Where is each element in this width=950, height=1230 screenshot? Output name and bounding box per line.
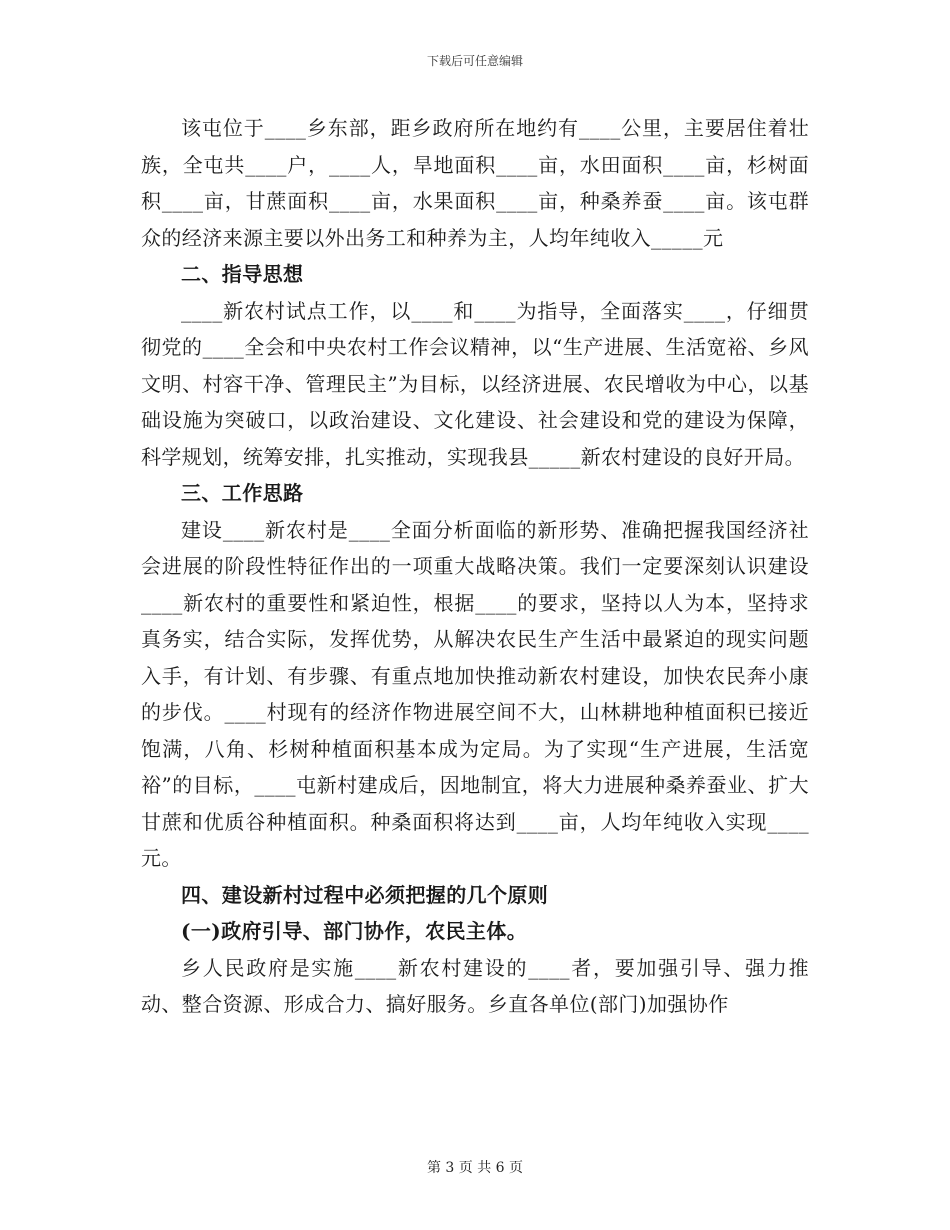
document-body (141, 110, 809, 1023)
heading-principles: 四、建设新村过程中必须把握的几个原则 (181, 882, 549, 907)
page-number: 第 3 页 共 6 页 (426, 1160, 524, 1176)
paragraph-village-overview: 该屯位于____乡东部，距乡政府所在地约有____公里，主要居住着壮族，全屯共____户，____人，旱地面积____亩，水田面积____亩，杉树面积____亩，甘蔗面积____亩，水果面积____亩，种桑养蚕____亩。该屯群众的经济来源主要以外出务工和种养为主，人均年纯收入_____元 (141, 116, 809, 250)
paragraph-government-guidance: 乡人民政府是实施____新农村建设的____者，要加强引导、强力推动、整合资源、形成合力、搞好服务。乡直各单位(部门)加强协作 (141, 955, 809, 1016)
paragraph-work-approach: 建设____新农村是____全面分析面临的新形势、准确把握我国经济社会进展的阶段性特征作出的一项重大战略决策。我们一定要深刻认识建设____新农村的重要性和紧迫性，根据____的要求，坚持以人为本，坚持求真务实，结合实际，发挥优势，从解决农民生产生活中最紧迫的现实问题入手，有计划、有步骤、有重点地加快推动新农村建设，加快农民奔小康的步伐。____村现有的经济作物进展空间不大，山林耕地种植面积已接近饱满，八角、杉树种植面积基本成为定局。为了实现“生产进展，生活宽裕”的目标，____屯新村建成后，因地制宜，将大力进展种桑养蚕业、扩大甘蔗和优质谷种植面积。种桑面积将达到____亩，人均年纯收入实现____元。 (141, 517, 809, 870)
heading-work-approach: 三、工作思路 (181, 481, 304, 505)
subheading-government-guidance: (一)政府引导、部门协作，农民主体。 (181, 919, 528, 943)
page-header-note: 下载后可任意编辑 (426, 54, 523, 68)
paragraph-guiding-ideology: ____新农村试点工作，以____和____为指导，全面落实____，仔细贯彻党的____全会和中央农村工作会议精神，以“生产进展、生活宽裕、乡风文明、村容干净、管理民主”为目标，以经济进展、农民增收为中心，以基础设施为突破口，以政治建设、文化建设、社会建设和党的建设为保障，科学规划，统筹安排，扎实推动，实现我县_____新农村建设的良好开局。 (141, 298, 809, 469)
heading-guiding-ideology: 二、指导思想 (181, 262, 304, 286)
